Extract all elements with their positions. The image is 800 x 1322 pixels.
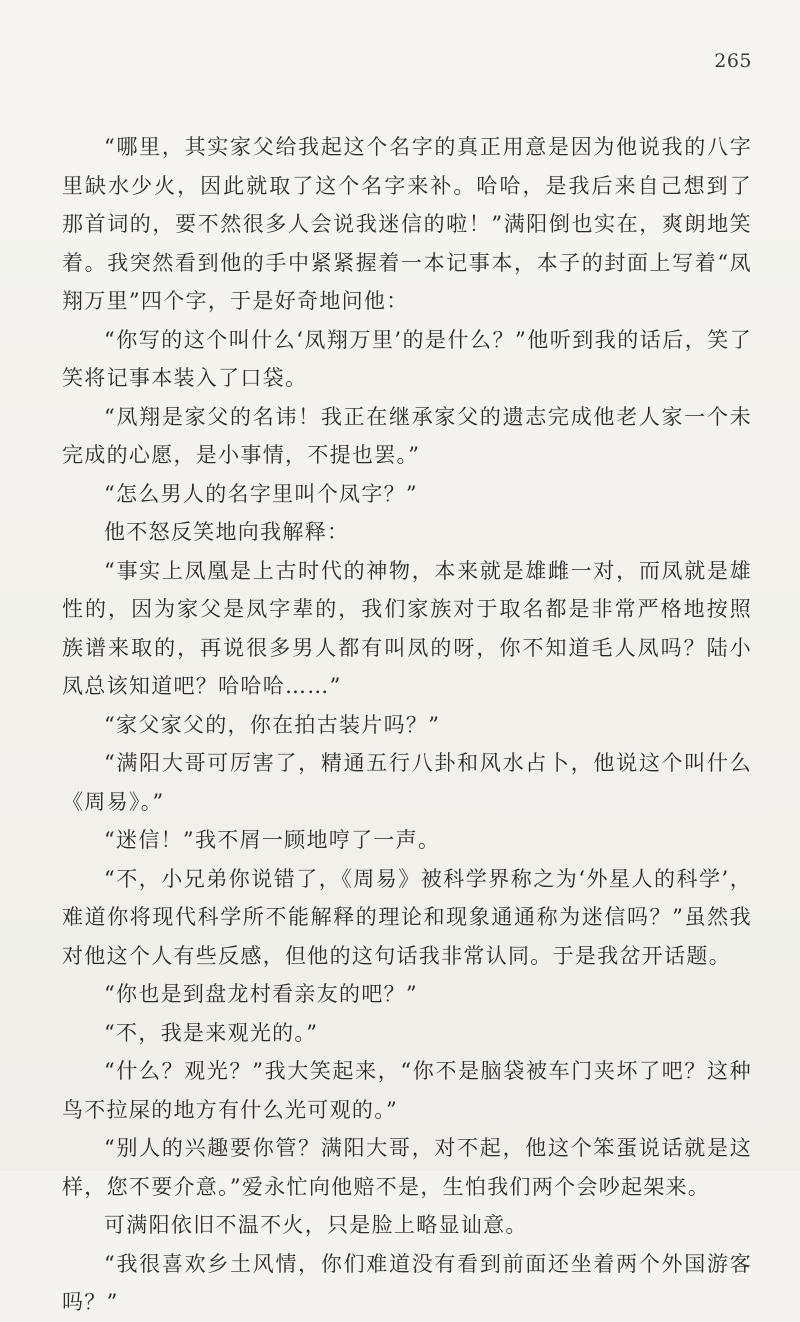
- paragraph: “什么？观光？”我大笑起来，“你不是脑袋被车门夹坏了吧？这种鸟不拉屎的地方有什么光可观的。”: [62, 1059, 752, 1122]
- paragraph: “事实上凤凰是上古时代的神物，本来就是雄雌一对，而凤就是雄性的，因为家父是凤字辈的，我们家族对于取名都是非常严格地按照族谱来取的，再说很多男人都有叫凤的呀，你不知道毛人凤吗？陆小凤总该知道吧？哈哈哈……”: [62, 558, 752, 698]
- paragraph: “你写的这个叫什么‘凤翔万里’的是什么？”他听到我的话后，笑了笑将记事本装入了口袋。: [62, 327, 752, 390]
- paragraph: “怎么男人的名字里叫个凤字？”: [104, 481, 418, 506]
- paragraph: “满阳大哥可厉害了，精通五行八卦和风水占卜，他说这个叫什么《周易》。”: [62, 751, 752, 814]
- paragraph: “家父家父的，你在拍古装片吗？”: [104, 712, 441, 737]
- paragraph: 可满阳依旧不温不火，只是脸上略显讪意。: [104, 1213, 528, 1237]
- body-text: [62, 128, 752, 1322]
- paragraph: “哪里，其实家父给我起这个名字的真正用意是因为他说我的八字里缺水少火，因此就取了这个名字来补。哈哈，是我后来自己想到了那首词的，要不然很多人会说我迷信的啦！”满阳倒也实在，爽朗地笑着。我突然看到他的手中紧紧握着一本记事本，本子的封面上写着“凤翔万里”四个字，于是好奇地问他：: [62, 135, 752, 313]
- page-number: 265: [714, 50, 752, 72]
- paragraph: “不，小兄弟你说错了，《周易》被科学界称之为‘外星人的科学’，难道你将现代科学所不能解释的理论和现象通通称为迷信吗？”虽然我对他这个人有些反感，但他的这句话我非常认同。于是我岔开话题。: [62, 866, 752, 968]
- paragraph: 他不怒反笑地向我解释：: [104, 520, 350, 544]
- paragraph: “你也是到盘龙村看亲友的吧？”: [104, 982, 418, 1006]
- paragraph: “不，我是来观光的。”: [104, 1020, 319, 1045]
- paragraph: “我很喜欢乡土风情，你们难道没有看到前面还坐着两个外国游客吗？”: [62, 1251, 752, 1314]
- paragraph: “凤翔是家父的名讳！我正在继承家父的遗志完成他老人家一个未完成的心愿，是小事情，不提也罢。”: [62, 404, 752, 467]
- paragraph: “迷信！”我不屑一顾地哼了一声。: [104, 828, 441, 852]
- paragraph: “别人的兴趣要你管？满阳大哥，对不起，他这个笨蛋说话就是这样，您不要介意。”爱永忙向他赔不是，生怕我们两个会吵起架来。: [62, 1136, 752, 1199]
